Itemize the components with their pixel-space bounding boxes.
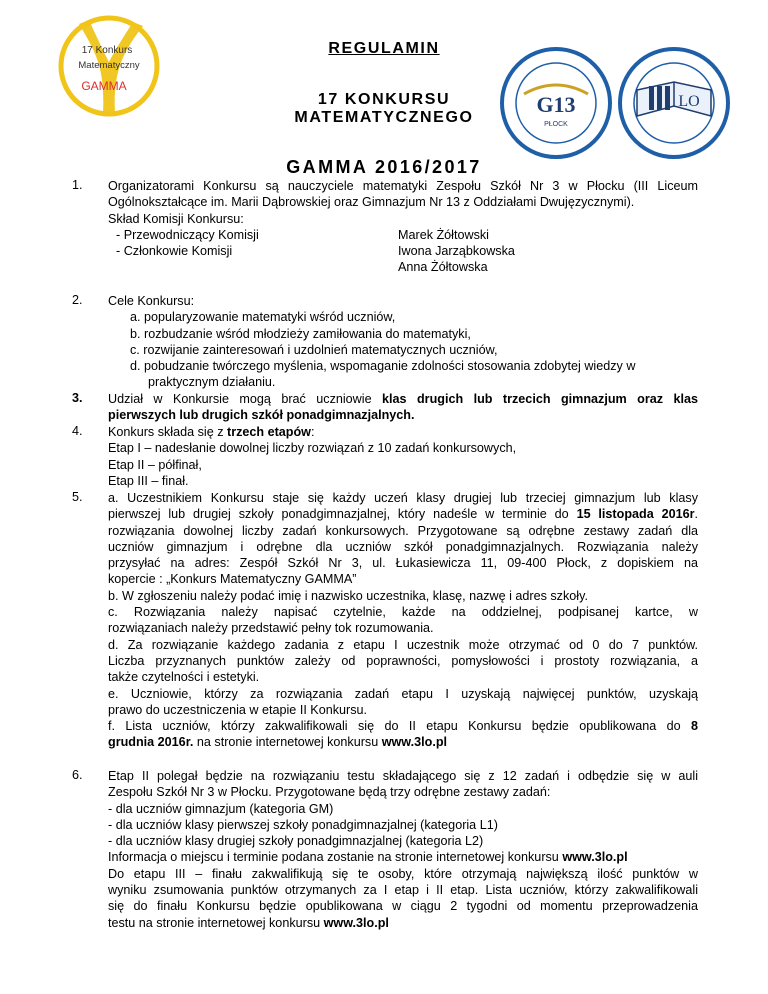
section-1-body xyxy=(108,178,698,276)
s5-f-1 xyxy=(108,718,698,734)
s5-a-4: uczniów gimnazjum i odrębne dla uczniów szkół ponadgimnazjalnych. Rozwiązania należy xyxy=(108,539,698,554)
section-3-body xyxy=(108,391,698,424)
committee-role-chair: - Przewodniczący Komisji xyxy=(116,227,259,242)
s5-a-2 xyxy=(108,506,698,522)
section-number-3: 3. xyxy=(72,391,83,405)
s6-line-9: się do finału Konkursu będzie opublikowana w ciągu 2 tygodni od momentu przeprowadzenia xyxy=(108,899,698,914)
s5-f-2-mid: na stronie internetowej konkursu xyxy=(193,735,382,750)
committee-table xyxy=(108,227,698,276)
logo-left-line1: 17 Konkurs xyxy=(81,45,133,56)
s4-stage-1: Etap I – nadesłanie dowolnej liczby rozwiązań z 10 zadań konkursowych, xyxy=(108,441,517,456)
s5-f-2-bold: grudnia 2016r. xyxy=(108,735,194,750)
s5-b-1: b. W zgłoszeniu należy podać imię i nazwisko uczestnika, klasę, nazwę i adres szkoły. xyxy=(108,588,588,603)
s2-goal-d-cont: praktycznym działaniu. xyxy=(148,375,276,390)
s6-line-6-pre: Informacja o miejscu i terminie podana zostanie na stronie internetowej konkursu xyxy=(108,850,563,865)
committee-name-3: Anna Żółtowska xyxy=(398,259,488,274)
section-5-body xyxy=(108,490,698,751)
section-2-body xyxy=(108,293,698,391)
section-number-2: 2. xyxy=(72,293,83,307)
s6-category-l2: - dla uczniów klasy drugiej szkoły ponadgimnazjalnej (kategoria L2) xyxy=(108,834,484,849)
s6-line-10 xyxy=(108,915,698,931)
committee-role-members: - Członkowie Komisji xyxy=(116,243,233,258)
s5-d-3: także czytelności i estetyki. xyxy=(108,670,260,685)
section-number-6: 6. xyxy=(72,768,83,782)
s6-line-8: wyniku zsumowania punktów otrzymanych za I etap i II etap. Lista uczniów, którzy zakwalifikowali xyxy=(108,883,698,898)
s6-line-2: Zespołu Szkół Nr 3 w Płocku. Przygotowane będą trzy odrębne zestawy zadań: xyxy=(108,785,551,800)
s6-line-1: Etap II polegał będzie na rozwiązaniu testu składającego się z 12 zadań i odbędzie się w auli xyxy=(108,769,698,783)
subtitle-line-2: MATEMATYCZNEGO xyxy=(294,109,474,126)
logo-left-line3: GAMMA xyxy=(81,79,127,93)
website-link[interactable]: www.3lo.pl xyxy=(381,735,448,750)
logo-middle-main: G13 xyxy=(536,92,576,117)
s3-bold-1: klas drugich lub trzecich gimnazjum oraz klas xyxy=(382,392,699,406)
logo-right-main: LO xyxy=(678,93,700,110)
s4-post: : xyxy=(310,425,315,439)
s6-category-l1: - dla uczniów klasy pierwszej szkoły ponadgimnazjalnej (kategoria L1) xyxy=(108,817,498,832)
committee-name-1: Marek Żółtowski xyxy=(398,227,489,242)
s1-line-2: Ogólnokształcące im. Marii Dąbrowskiej oraz Gimnazjum Nr 13 z Oddziałami Dwujęzycznymi). xyxy=(108,195,635,210)
s1-line-3: Skład Komisji Konkursu: xyxy=(108,211,244,226)
s5-f-2 xyxy=(108,734,698,750)
logo-left-line2: Matematyczny xyxy=(78,60,140,71)
s6-category-gm: - dla uczniów gimnazjum (kategoria GM) xyxy=(108,801,334,816)
s5-d-2: Liczba przyznanych punktów zależy od poprawności, pomysłowości i prostoty rozwiązania, a xyxy=(108,653,698,668)
document-subtitle xyxy=(0,91,768,127)
s5-d-1: d. Za rozwiązanie każdego zadania z etapu I uczestnik może otrzymać od 0 do 7 punktów. xyxy=(108,637,698,652)
section-number-5: 5. xyxy=(72,490,83,504)
s5-a-3: rozwiązania dowolnej liczby zadań konkursowych. Przygotowane są odrębne zestawy zadań dla xyxy=(108,523,698,538)
s4-intro xyxy=(108,424,698,440)
committee-name-2: Iwona Jarząbkowska xyxy=(398,243,515,258)
s6-line-10-pre: testu na stronie internetowej konkursu xyxy=(108,915,324,930)
subtitle-line-1: 17 KONKURSU xyxy=(317,91,451,108)
website-link[interactable]: www.3lo.pl xyxy=(562,850,628,865)
s5-e-1: e. Uczniowie, którzy za rozwiązania zadań etapu I uzyskają najwięcej punktów, uzyskają xyxy=(108,686,698,701)
section-4-body xyxy=(108,424,698,489)
edition-heading: GAMMA 2016/2017 xyxy=(286,157,482,177)
s3-line-1 xyxy=(108,391,698,407)
section-number-1: 1. xyxy=(72,178,83,192)
s4-stage-3: Etap III – finał. xyxy=(108,473,189,488)
s5-a-5: przysyłać na adres: Zespół Szkół Nr 3, ul. Łukasiewicza 11, 09-400 Płock, z dopiskiem na xyxy=(108,556,698,571)
s2-goal-d: d. pobudzanie twórczego myślenia, wspomaganie zdolności stosowania zdobytej wiedzy w xyxy=(130,359,636,374)
s2-goal-a: a. popularyzowanie matematyki wśród uczniów, xyxy=(130,310,396,325)
s4-stage-2: Etap II – półfinał, xyxy=(108,457,202,472)
s5-c-2: rozwiązaniach należy przedstawić pełny tok rozumowania. xyxy=(108,621,434,636)
s3-pre: Udział w Konkursie mogą brać uczniowie xyxy=(108,392,383,406)
s5-c-1: c. Rozwiązania należy napisać czytelnie, każde na oddzielnej, podpisanej kartce, w xyxy=(108,605,698,620)
s1-line-1: Organizatorami Konkursu są nauczyciele matematyki Zespołu Szkół Nr 3 w Płocku (III Liceum xyxy=(108,179,698,193)
s5-deadline: 15 listopada 2016r xyxy=(576,507,695,522)
s2-goal-b: b. rozbudzanie wśród młodzieży zamiłowania do matematyki, xyxy=(130,326,471,341)
s6-line-6 xyxy=(108,849,698,865)
s5-e-2: prawo do uczestniczenia w etapie II Konkursu. xyxy=(108,702,368,717)
s4-pre: Konkurs składa się z xyxy=(108,425,227,439)
logo-middle-sub: PŁOCK xyxy=(544,121,568,128)
s5-f-1-pre: f. Lista uczniów, którzy zakwalifikowali się do II etapu Konkursu będzie opublikowana do xyxy=(108,719,691,734)
s2-goal-c: c. rozwijanie zainteresowań i uzdolnień matematycznych uczniów, xyxy=(130,342,498,357)
s5-a-6: kopercie : „Konkurs Matematyczny GAMMA” xyxy=(108,572,357,587)
s5-a-2-pre: pierwszej lub drugiej szkoły ponadgimnazjalnej, który nadeśle w terminie do xyxy=(108,507,577,522)
s4-bold: trzech etapów xyxy=(227,425,311,439)
section-6-body xyxy=(108,768,698,931)
s2-intro: Cele Konkursu: xyxy=(108,294,195,308)
section-number-4: 4. xyxy=(72,424,83,438)
s5-a-1: a. Uczestnikiem Konkursu staje się każdy uczeń klasy drugiej lub trzeciej gimnazjum lub klasy xyxy=(108,491,698,505)
website-link[interactable]: www.3lo.pl xyxy=(323,915,389,930)
s6-line-7: Do etapu III – finału zakwalifikują się te osoby, które otrzymają największą ilość punktów w xyxy=(108,866,698,881)
s5-f-1-bold: 8 xyxy=(690,719,698,734)
s3-bold-2: pierwszych lub drugich szkół ponadgimnazjalnych. xyxy=(108,408,415,423)
document-title: REGULAMIN xyxy=(328,40,440,57)
s5-a-2-post: . xyxy=(694,507,698,522)
